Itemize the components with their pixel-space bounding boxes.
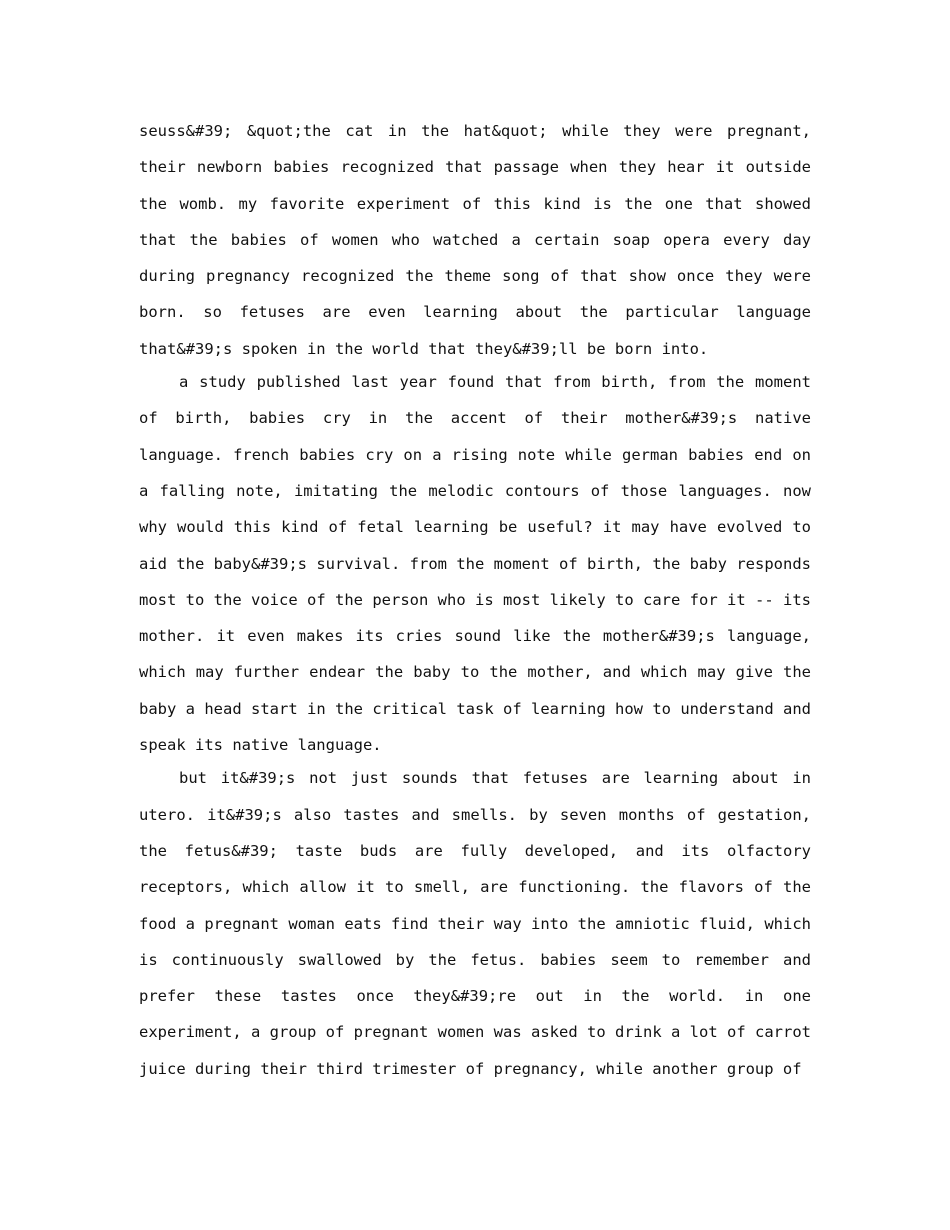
paragraph-3: but it&#39;s not just sounds that fetuses are learning about in utero. it&#39;s also tastes and smells. by seven months of gestation, the fetus&#39; taste buds are fully developed, and its olfactory receptors, which allow it to smell, are functioning. the flavors of the food a pregnant woman eats find their way into the amniotic fluid, which is continuously swallowed by the fetus. babies seem to remember and prefer these tastes once they&#39;re out in the world. in one experiment, a group of pregnant women was asked to drink a lot of carrot juice during their third trimester of pregnancy, while another group of <box>139 769 811 1078</box>
paragraph-2: a study published last year found that from birth, from the moment of birth, babies cry in the accent of their mother&#39;s native language. french babies cry on a rising note while german babies end on a falling note, imitating the melodic contours of those languages. now why would this kind of fetal learning be useful? it may have evolved to aid the baby&#39;s survival. from the moment of birth, the baby responds most to the voice of the person who is most likely to care for it -- its mother. it even makes its cries sound like the mother&#39;s language, which may further endear the baby to the mother, and which may give the baby a head start in the critical task of learning how to understand and speak its native language. <box>139 373 811 755</box>
body-text <box>139 113 811 1087</box>
paragraph-1: seuss&#39; &quot;the cat in the hat&quot; while they were pregnant, their newborn babies recognized that passage when they hear it outside the womb. my favorite experiment of this kind is the one that showed that the babies of women who watched a certain soap opera every day during pregnancy recognized the theme song of that show once they were born. so fetuses are even learning about the particular language that&#39;s spoken in the world that they&#39;ll be born into. <box>139 122 811 358</box>
